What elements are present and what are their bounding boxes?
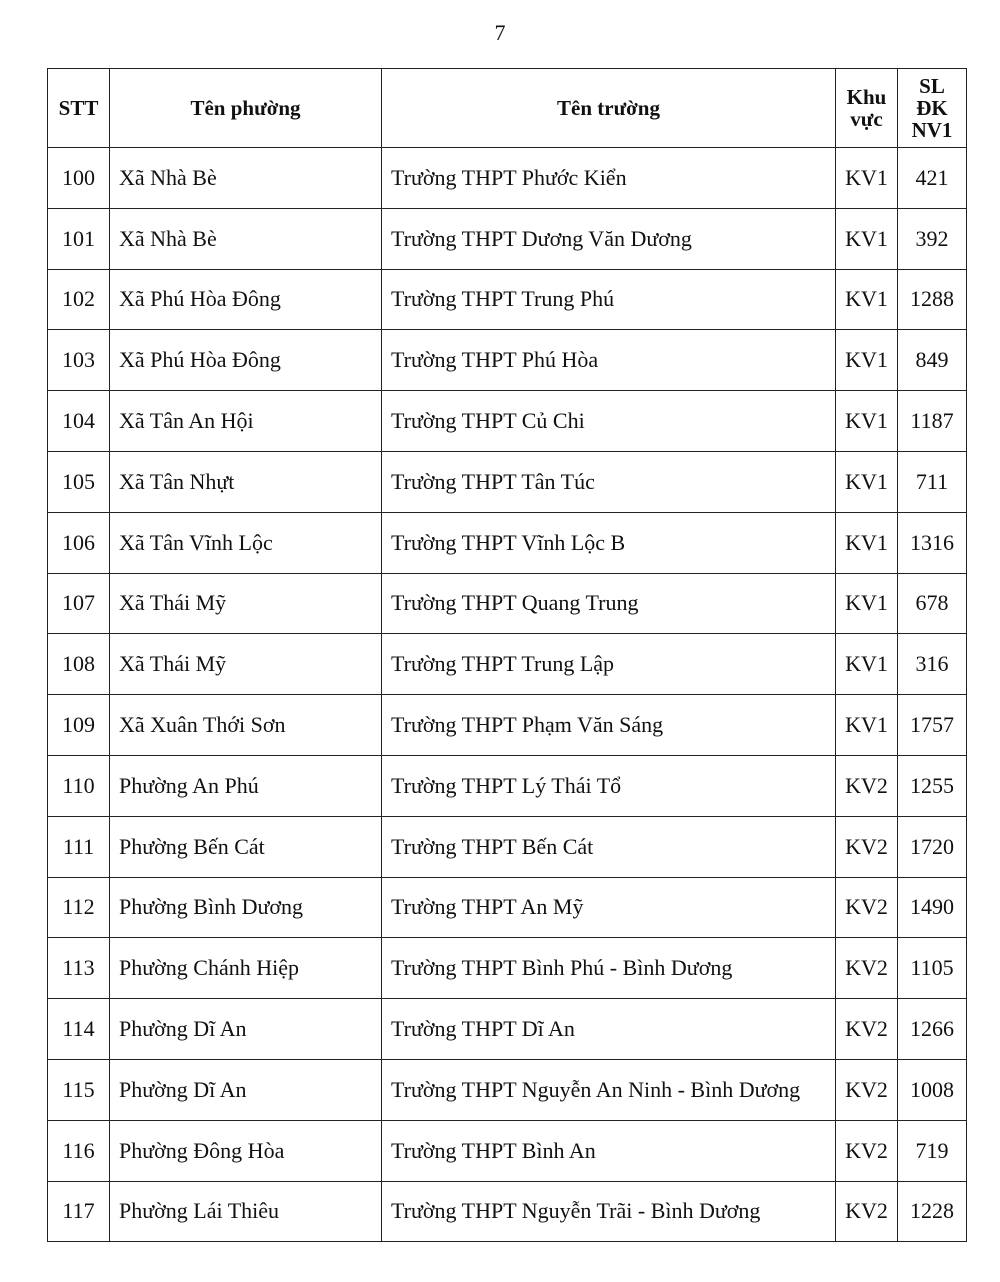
- cell-registration-count: 1757: [898, 695, 967, 756]
- cell-school-name: Trường THPT Vĩnh Lộc B: [382, 512, 836, 573]
- cell-registration-count: 1316: [898, 512, 967, 573]
- table-row: [48, 1059, 967, 1120]
- cell-ward-name: Phường An Phú: [110, 755, 382, 816]
- table-row: [48, 1181, 967, 1242]
- cell-stt: 103: [48, 330, 110, 391]
- cell-registration-count: 1720: [898, 816, 967, 877]
- table-row: [48, 573, 967, 634]
- cell-stt: 101: [48, 208, 110, 269]
- cell-ward-name: Xã Nhà Bè: [110, 208, 382, 269]
- cell-registration-count: 1105: [898, 938, 967, 999]
- cell-school-name: Trường THPT Dĩ An: [382, 999, 836, 1060]
- cell-school-name: Trường THPT Trung Phú: [382, 269, 836, 330]
- cell-school-name: Trường THPT Bình An: [382, 1120, 836, 1181]
- table-row: [48, 695, 967, 756]
- cell-ward-name: Xã Tân Vĩnh Lộc: [110, 512, 382, 573]
- cell-stt: 106: [48, 512, 110, 573]
- cell-ward-name: Phường Đông Hòa: [110, 1120, 382, 1181]
- cell-area: KV2: [836, 1059, 898, 1120]
- cell-registration-count: 1255: [898, 755, 967, 816]
- cell-ward-name: Xã Phú Hòa Đông: [110, 330, 382, 391]
- cell-stt: 110: [48, 755, 110, 816]
- cell-school-name: Trường THPT Nguyễn Trãi - Bình Dương: [382, 1181, 836, 1242]
- table-row: [48, 330, 967, 391]
- table-row: [48, 451, 967, 512]
- cell-stt: 116: [48, 1120, 110, 1181]
- cell-stt: 112: [48, 877, 110, 938]
- cell-ward-name: Xã Tân Nhựt: [110, 451, 382, 512]
- header-area-line: Khu: [846, 85, 887, 109]
- header-stt: STT: [48, 69, 110, 148]
- header-count: [898, 69, 967, 148]
- cell-registration-count: 1187: [898, 391, 967, 452]
- cell-area: KV2: [836, 816, 898, 877]
- cell-area: KV2: [836, 755, 898, 816]
- table-row: [48, 999, 967, 1060]
- cell-registration-count: 711: [898, 451, 967, 512]
- cell-ward-name: Xã Thái Mỹ: [110, 634, 382, 695]
- table-row: [48, 391, 967, 452]
- cell-area: KV1: [836, 148, 898, 209]
- table-row: [48, 634, 967, 695]
- table-row: [48, 755, 967, 816]
- cell-stt: 115: [48, 1059, 110, 1120]
- cell-area: KV1: [836, 208, 898, 269]
- table-row: [48, 148, 967, 209]
- cell-stt: 105: [48, 451, 110, 512]
- page-number: 7: [494, 20, 506, 45]
- cell-stt: 114: [48, 999, 110, 1060]
- cell-registration-count: 421: [898, 148, 967, 209]
- cell-ward-name: Xã Xuân Thới Sơn: [110, 695, 382, 756]
- cell-school-name: Trường THPT Phước Kiển: [382, 148, 836, 209]
- cell-registration-count: 849: [898, 330, 967, 391]
- cell-school-name: Trường THPT Nguyễn An Ninh - Bình Dương: [382, 1059, 836, 1120]
- cell-ward-name: Xã Tân An Hội: [110, 391, 382, 452]
- header-count-line: ĐK: [916, 96, 948, 120]
- cell-stt: 104: [48, 391, 110, 452]
- cell-school-name: Trường THPT Lý Thái Tổ: [382, 755, 836, 816]
- table-row: [48, 208, 967, 269]
- cell-area: KV1: [836, 330, 898, 391]
- cell-school-name: Trường THPT Phú Hòa: [382, 330, 836, 391]
- table-row: [48, 269, 967, 330]
- table-body: [48, 148, 967, 1242]
- cell-registration-count: 1490: [898, 877, 967, 938]
- cell-ward-name: Xã Phú Hòa Đông: [110, 269, 382, 330]
- cell-ward-name: Xã Nhà Bè: [110, 148, 382, 209]
- cell-registration-count: 316: [898, 634, 967, 695]
- table-header-row: [48, 69, 967, 148]
- cell-registration-count: 392: [898, 208, 967, 269]
- header-ward: Tên phường: [110, 69, 382, 148]
- cell-school-name: Trường THPT Tân Túc: [382, 451, 836, 512]
- cell-area: KV1: [836, 634, 898, 695]
- cell-area: KV1: [836, 695, 898, 756]
- table-row: [48, 512, 967, 573]
- cell-registration-count: 678: [898, 573, 967, 634]
- cell-area: KV1: [836, 269, 898, 330]
- cell-area: KV2: [836, 999, 898, 1060]
- cell-school-name: Trường THPT An Mỹ: [382, 877, 836, 938]
- cell-registration-count: 1288: [898, 269, 967, 330]
- cell-area: KV2: [836, 938, 898, 999]
- cell-registration-count: 719: [898, 1120, 967, 1181]
- school-registration-table: [47, 68, 967, 1242]
- cell-stt: 117: [48, 1181, 110, 1242]
- cell-school-name: Trường THPT Quang Trung: [382, 573, 836, 634]
- cell-school-name: Trường THPT Bến Cát: [382, 816, 836, 877]
- cell-ward-name: Phường Bình Dương: [110, 877, 382, 938]
- table-row: [48, 816, 967, 877]
- cell-stt: 102: [48, 269, 110, 330]
- table-row: [48, 938, 967, 999]
- cell-stt: 108: [48, 634, 110, 695]
- cell-area: KV2: [836, 1120, 898, 1181]
- header-area: [836, 69, 898, 148]
- cell-area: KV1: [836, 573, 898, 634]
- cell-registration-count: 1008: [898, 1059, 967, 1120]
- table-row: [48, 1120, 967, 1181]
- cell-ward-name: Phường Chánh Hiệp: [110, 938, 382, 999]
- cell-school-name: Trường THPT Phạm Văn Sáng: [382, 695, 836, 756]
- cell-school-name: Trường THPT Củ Chi: [382, 391, 836, 452]
- cell-area: KV2: [836, 877, 898, 938]
- cell-registration-count: 1228: [898, 1181, 967, 1242]
- cell-stt: 111: [48, 816, 110, 877]
- cell-school-name: Trường THPT Bình Phú - Bình Dương: [382, 938, 836, 999]
- cell-stt: 109: [48, 695, 110, 756]
- cell-school-name: Trường THPT Trung Lập: [382, 634, 836, 695]
- cell-stt: 107: [48, 573, 110, 634]
- cell-ward-name: Phường Dĩ An: [110, 999, 382, 1060]
- cell-school-name: Trường THPT Dương Văn Dương: [382, 208, 836, 269]
- cell-stt: 100: [48, 148, 110, 209]
- cell-area: KV1: [836, 512, 898, 573]
- header-count-line: NV1: [911, 118, 953, 142]
- header-count-line: SL: [919, 74, 945, 98]
- cell-area: KV1: [836, 391, 898, 452]
- cell-ward-name: Phường Bến Cát: [110, 816, 382, 877]
- cell-ward-name: Xã Thái Mỹ: [110, 573, 382, 634]
- header-school: Tên trường: [382, 69, 836, 148]
- cell-stt: 113: [48, 938, 110, 999]
- cell-ward-name: Phường Lái Thiêu: [110, 1181, 382, 1242]
- cell-area: KV2: [836, 1181, 898, 1242]
- cell-area: KV1: [836, 451, 898, 512]
- cell-registration-count: 1266: [898, 999, 967, 1060]
- header-area-line: vực: [850, 107, 883, 131]
- table-row: [48, 877, 967, 938]
- cell-ward-name: Phường Dĩ An: [110, 1059, 382, 1120]
